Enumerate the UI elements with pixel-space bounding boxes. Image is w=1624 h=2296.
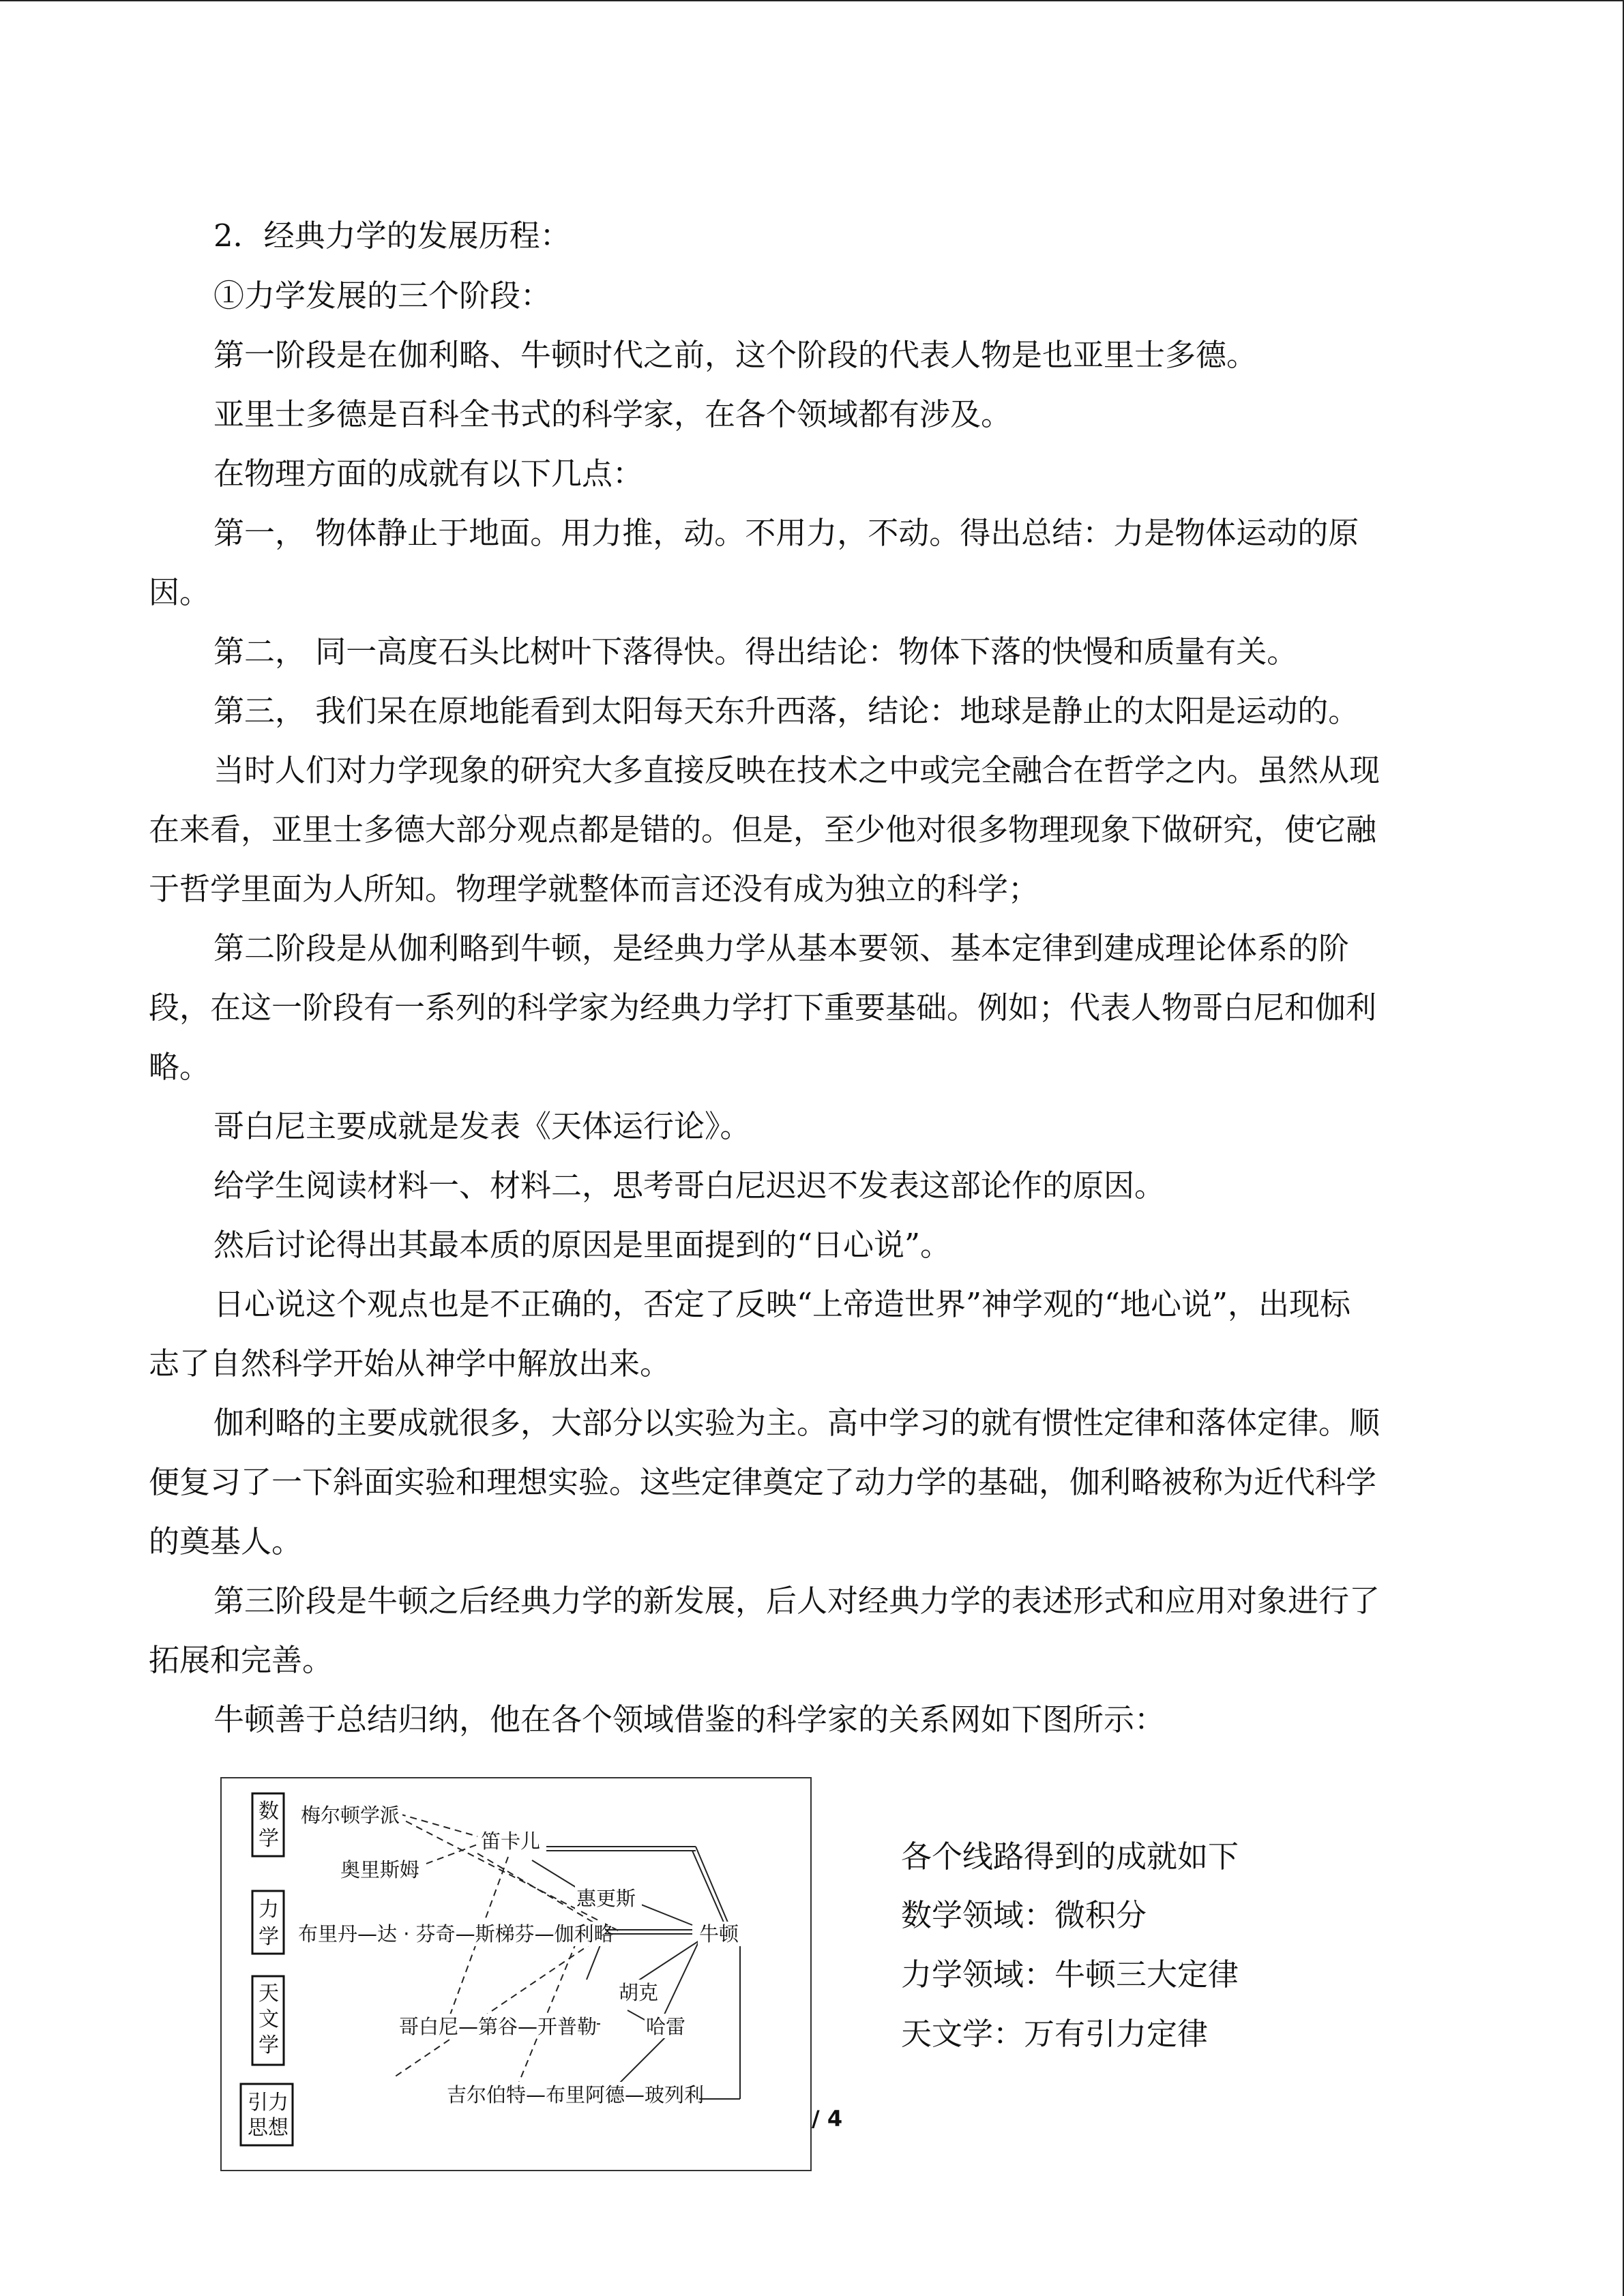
svg-text:学: 学: [259, 2033, 279, 2057]
paragraph: 亚里士多德是百科全书式的科学家，在各个领域都有涉及。: [213, 396, 1012, 432]
label-hooke: 胡克: [619, 1981, 659, 2004]
paragraph: 志了自然科学开始从神学中解放出来。: [149, 1345, 671, 1382]
svg-text:学: 学: [259, 1827, 279, 1851]
field-label-math: 数: [259, 1800, 279, 1823]
paragraph: 第一阶段是在伽利略、牛顿时代之前，这个阶段的代表人物是也亚里士多德。: [213, 337, 1258, 373]
paragraph: ①力学发展的三个阶段：: [213, 278, 552, 314]
paragraph: 因。: [149, 574, 211, 610]
page-number: / 4: [812, 2106, 843, 2132]
paragraph: 第三， 我们呆在原地能看到太阳每天东升西落，结论：地球是静止的太阳是运动的。: [213, 693, 1359, 729]
paragraph: 当时人们对力学现象的研究大多直接反映在技术之中或完全融合在哲学之内。虽然从现: [213, 752, 1381, 788]
paragraph: 第二， 同一高度石头比树叶下落得快。得出结论：物体下落的快慢和质量有关。: [213, 633, 1298, 670]
paragraph: 的奠基人。: [149, 1523, 303, 1560]
paragraph: 第二阶段是从伽利略到牛顿，是经典力学从基本要领、基本定律到建成理论体系的阶: [213, 930, 1350, 966]
paragraph: 牛顿善于总结归纳，他在各个领域借鉴的科学家的关系网如下图所示：: [213, 1701, 1166, 1738]
paragraph: 第一， 物体静止于地面。用力推，动。不用力，不动。得出总结：力是物体运动的原: [213, 515, 1359, 551]
paragraph: 于哲学里面为人所知。物理学就整体而言还没有成为独立的科学；: [149, 871, 1039, 907]
label-oresme: 奥里斯姆: [340, 1858, 420, 1881]
svg-text:文: 文: [259, 2008, 279, 2031]
field-label-mechanics: 力: [259, 1898, 279, 1922]
paragraph: 日心说这个观点也是不正确的，否定了反映“上帝造世界”神学观的“地心说”，出现标: [213, 1286, 1351, 1322]
paragraph: 伽利略的主要成就很多，大部分以实验为主。高中学习的就有惯性定律和落体定律。顺: [213, 1405, 1381, 1441]
paragraph: 给学生阅读材料一、材料二，思考哥白尼迟迟不发表这部论作的原因。: [213, 1167, 1166, 1204]
label-mechanics-chain: 布里丹—达 · 芬奇—斯梯芬—伽利略: [298, 1922, 614, 1945]
paragraph: 2．经典力学的发展历程：: [213, 218, 571, 254]
paragraph: 便复习了一下斜面实验和理想实验。这些定律奠定了动力学的基础，伽利略被称为近代科学: [149, 1464, 1377, 1500]
field-label-astronomy: 天: [259, 1982, 279, 2006]
achievement-astronomy: 天文学：万有引力定律: [901, 2016, 1209, 2052]
label-gravitation-chain: 吉尔伯特—布里阿德—玻列利: [447, 2083, 705, 2106]
achievement-math: 数学领域：微积分: [901, 1897, 1147, 1933]
label-astronomy-chain: 哥白尼—第谷—开普勒: [399, 2015, 597, 2038]
achievements-intro: 各个线路得到的成就如下: [901, 1838, 1239, 1875]
paragraph: 第三阶段是牛顿之后经典力学的新发展，后人对经典力学的表述形式和应用对象进行了: [213, 1583, 1381, 1619]
achievement-mechanics: 力学领域：牛顿三大定律: [901, 1956, 1239, 1993]
paragraph: 在物理方面的成就有以下几点：: [213, 456, 644, 492]
newton-relationship-diagram: [220, 1777, 812, 2171]
paragraph: 哥白尼主要成就是发表《天体运行论》。: [213, 1108, 751, 1144]
svg-text:学: 学: [259, 1925, 279, 1949]
svg-text:思想: 思想: [248, 2116, 289, 2140]
paragraph: 段，在这一阶段有一系列的科学家为经典力学打下重要基础。例如；代表人物哥白尼和伽利: [149, 989, 1377, 1026]
paragraph: 在来看，亚里士多德大部分观点都是错的。但是，至少他对很多物理现象下做研究，使它融: [149, 811, 1377, 848]
label-newton: 牛顿: [699, 1922, 739, 1945]
label-descartes: 笛卡儿: [481, 1830, 541, 1853]
paragraph: 略。: [149, 1049, 211, 1085]
label-halley: 哈雷: [646, 2015, 686, 2038]
paragraph: 然后讨论得出其最本质的原因是里面提到的“日心说”。: [213, 1227, 951, 1263]
paragraph: 拓展和完善。: [149, 1642, 334, 1678]
label-merton-school: 梅尔顿学派: [301, 1804, 400, 1827]
field-label-gravitation: 引力: [248, 2091, 289, 2115]
label-huygens: 惠更斯: [576, 1887, 636, 1910]
